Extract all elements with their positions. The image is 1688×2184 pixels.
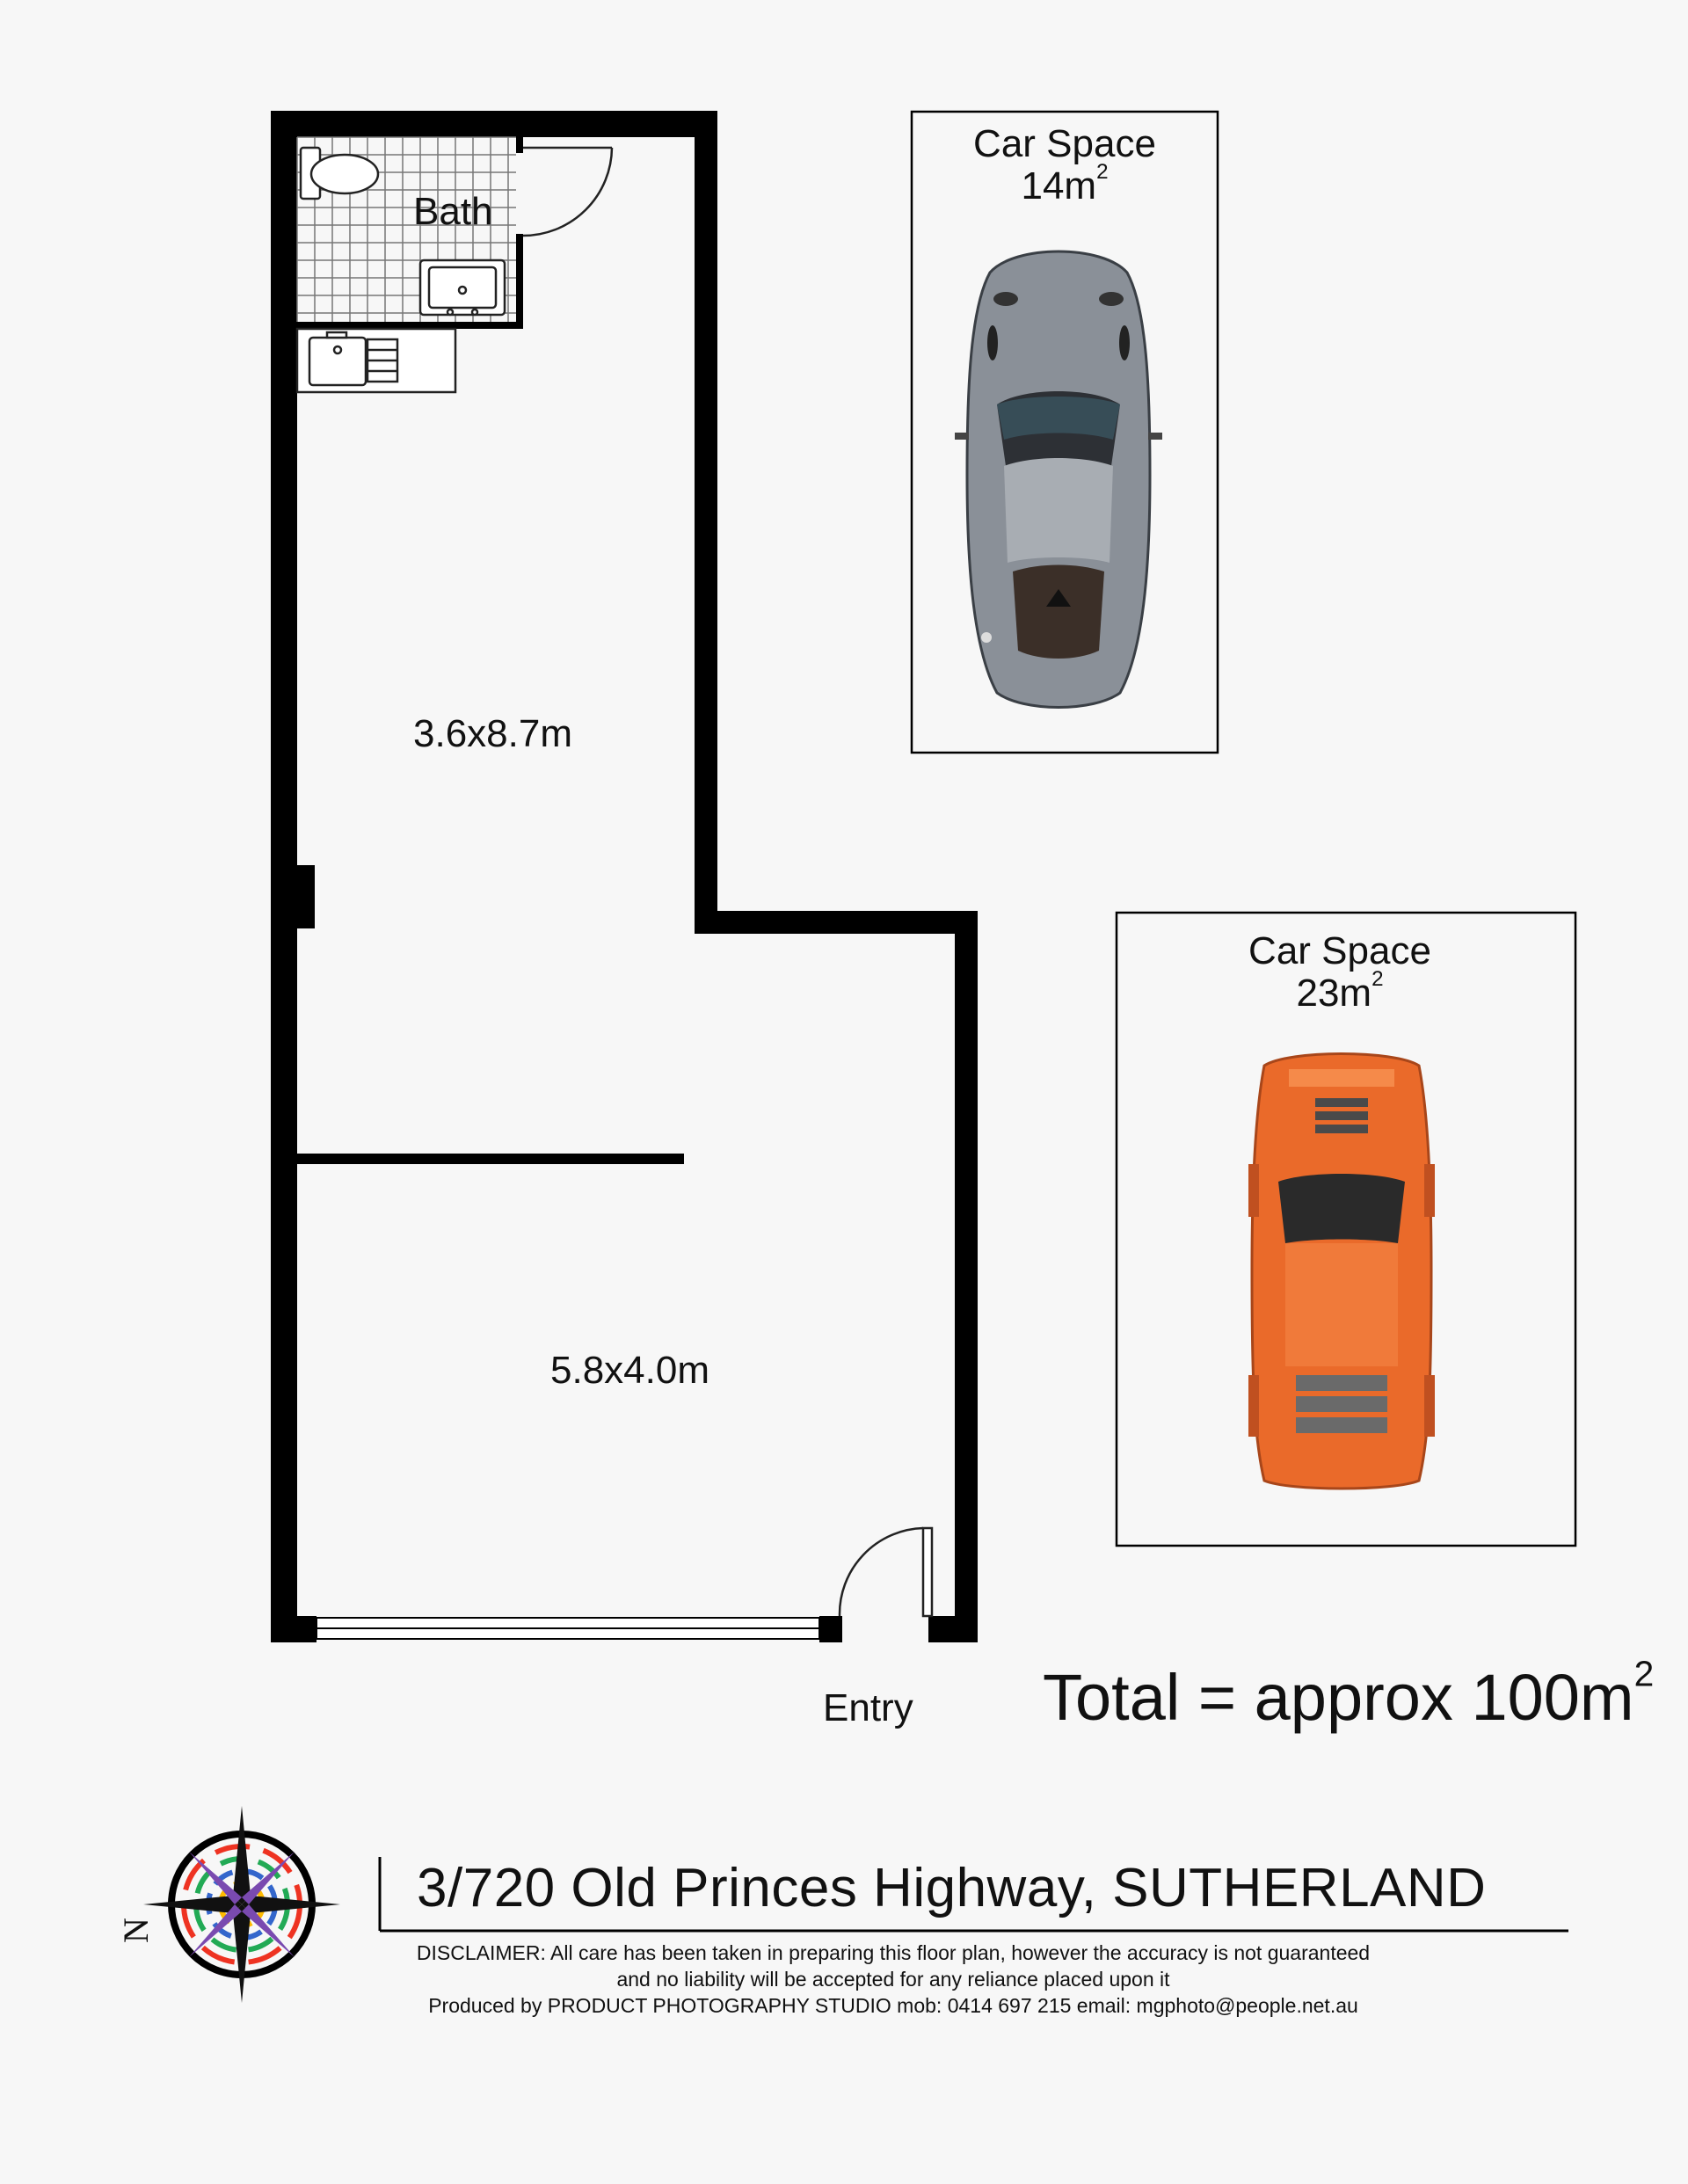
total-area (1043, 1653, 1655, 1735)
car-space-1-label (933, 123, 1197, 207)
partition-wall (297, 1154, 684, 1164)
wall-bottom-mid (819, 1616, 842, 1642)
car-space-2-label (1208, 930, 1472, 1015)
sink-icon (297, 329, 455, 392)
compass-north-letter: N (115, 1918, 156, 1943)
front-window (316, 1618, 819, 1639)
compass-icon (143, 1806, 340, 2003)
upper-room-dimensions: 3.6x8.7m (413, 712, 572, 755)
disclaimer-line-3: Produced by PRODUCT PHOTOGRAPHY STUDIO mob: 0414 697 215 email: mgphoto@people.net.au (428, 1994, 1358, 2017)
wall-middle-horizontal (695, 911, 978, 934)
lower-room-dimensions: 5.8x4.0m (550, 1349, 709, 1392)
entry-label: Entry (823, 1686, 913, 1729)
car-space-2-title: Car Space (1248, 929, 1431, 972)
basin-icon (420, 260, 505, 315)
total-area-text: Total = approx 100m (1043, 1661, 1634, 1734)
total-area-sup: 2 (1633, 1653, 1655, 1694)
wall-top (271, 111, 717, 137)
car-icon (1248, 1054, 1435, 1489)
car-space-1-title: Car Space (973, 122, 1156, 165)
wall-right-upper (695, 111, 717, 916)
bath-label: Bath (413, 190, 493, 233)
bath-wall-right (516, 137, 523, 153)
bath-wall-right-lower (516, 234, 523, 329)
disclaimer-line-2: and no liability will be accepted for any reliance placed upon it (616, 1968, 1170, 1991)
wall-right-lower (955, 911, 978, 1642)
car-space-2-area: $23m^2$ (1296, 967, 1384, 1015)
car-icon (955, 251, 1162, 708)
wall-bottom-right (928, 1616, 978, 1642)
entry-door-icon (840, 1528, 932, 1616)
disclaimer-line-1: DISCLAIMER: All care has been taken in preparing this floor plan, however the accuracy is not guaranteed (416, 1941, 1371, 1964)
wall-left-post (297, 865, 315, 928)
car-space-1-area: $14m^2$ (1021, 160, 1109, 207)
property-address: 3/720 Old Princes Highway, SUTHERLAND (417, 1858, 1487, 1918)
wall-bottom-left (271, 1616, 316, 1642)
disclaimer (366, 1940, 1421, 2019)
door-swing-icon (523, 148, 612, 236)
wall-left (271, 111, 297, 1642)
